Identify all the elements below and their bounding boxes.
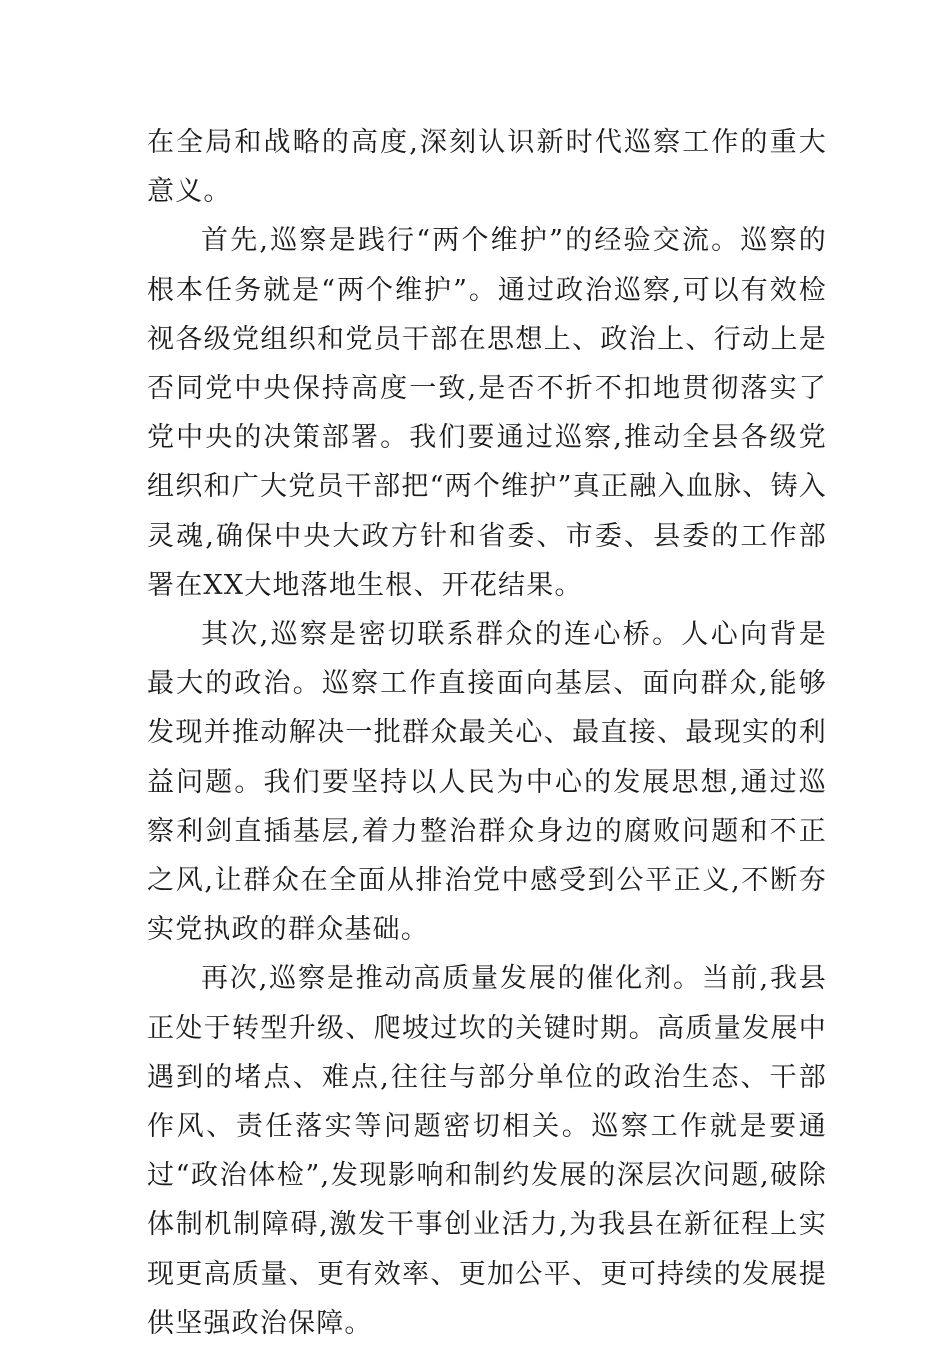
paragraph-second: 其次,巡察是密切联系群众的连心桥。人心向背是最大的政治。巡察工作直接面向基层、面向群众,能够发现并推动解决一批群众最关心、最直接、最现实的利益问题。我们要坚持以人民为中心的发展思想,通过巡察利剑直插基层,着力整治群众身边的腐败问题和不正之风,让群众在全面从排治党中感受到公平正义,不断夯实党执政的群众基础。 [147,619,827,946]
paragraph-first: 首先,巡察是践行“两个维护”的经验交流。巡察的根本任务就是“两个维护”。通过政治巡察,可以有效检视各级党组织和党员干部在思想上、政治上、行动上是否同党中央保持高度一致,是否不折不扣地贯彻落实了党中央的决策部署。我们要通过巡察,推动全县各级党组织和广大党员干部把“两个维护”真正融入血脉、铸入灵魂,确保中央大政方针和省委、市委、县委的工作部署在XX大地落地生根、开花结果。 [147,225,827,601]
paragraph-third: 再次,巡察是推动高质量发展的催化剂。当前,我县正处于转型升级、爬坡过坎的关键时期。高质量发展中遇到的堵点、难点,往往与部分单位的政治生态、干部作风、责任落实等问题密切相关。巡察工作就是要通过“政治体检”,发现影响和制约发展的深层次问题,破除体制机制障碍,激发干事创业活力,为我县在新征程上实现更高质量、更有效率、更加公平、更可持续的发展提供坚强政治保障。 [147,963,827,1339]
paragraph-continuation: 在全局和战略的高度,深刻认识新时代巡察工作的重大意义。 [147,127,827,208]
document-body [147,118,827,1348]
